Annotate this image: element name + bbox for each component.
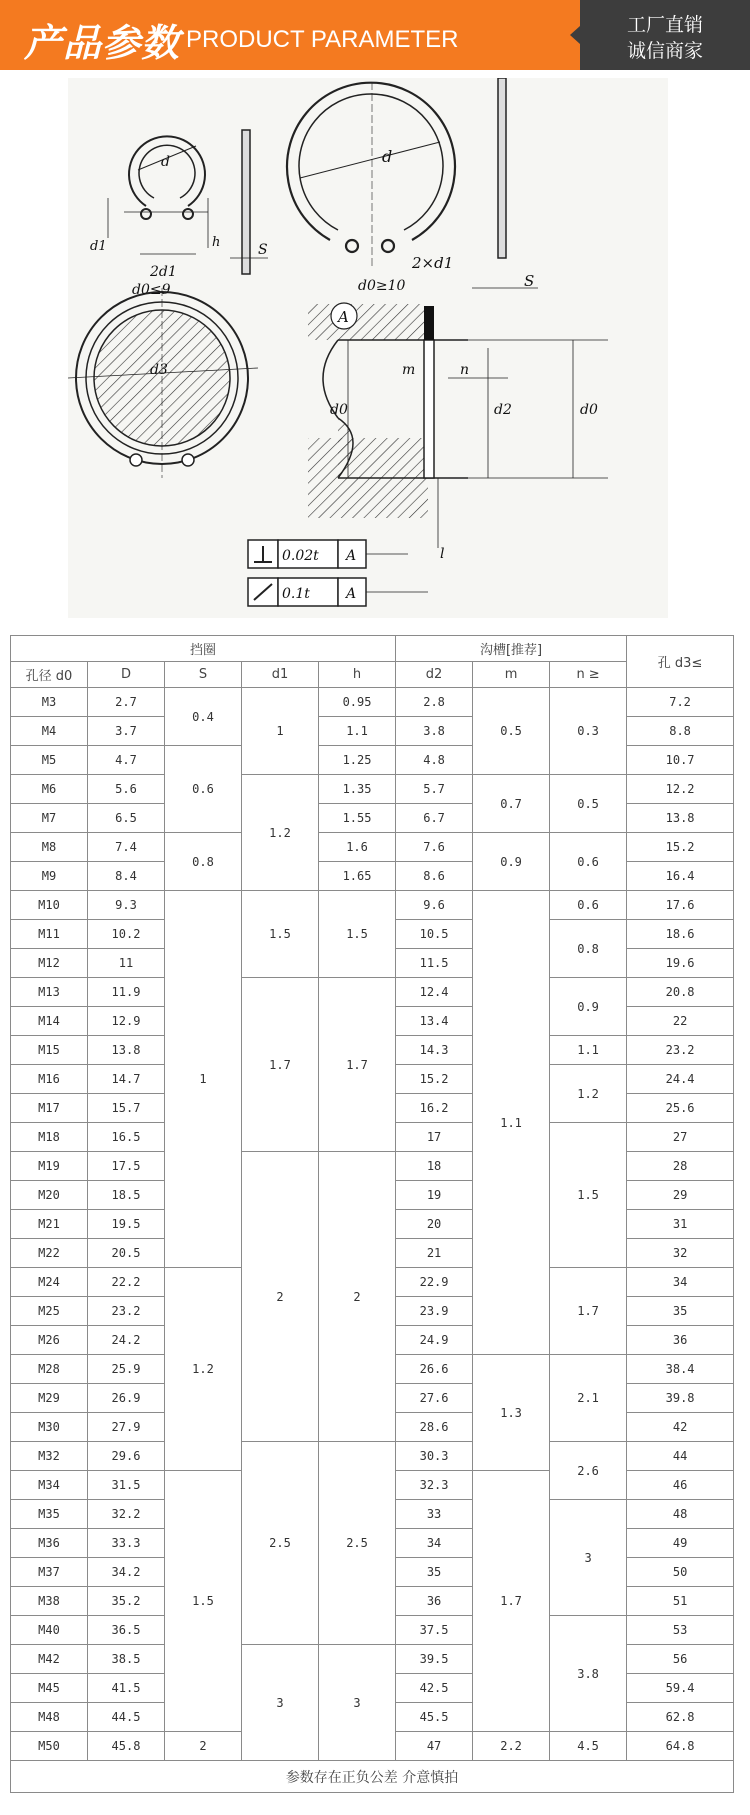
cell-D: 19.5: [88, 1210, 165, 1239]
cell-bore: M48: [11, 1703, 88, 1732]
header-col-bore: 孔径 d0: [11, 662, 88, 688]
cell-d3: 31: [627, 1210, 734, 1239]
badge-line1: 工厂直销: [626, 14, 703, 36]
cell-d2: 8.6: [396, 862, 473, 891]
cell-d1: 1.2: [242, 775, 319, 891]
cell-d3: 24.4: [627, 1065, 734, 1094]
cell-bore: M8: [11, 833, 88, 862]
table-row: [11, 688, 734, 717]
label-d-small: d: [161, 154, 170, 170]
cell-h: 1.5: [319, 891, 396, 978]
cell-h: 0.95: [319, 688, 396, 717]
label-S-small: S: [258, 242, 268, 258]
cell-d3: 20.8: [627, 978, 734, 1007]
cell-d2: 21: [396, 1239, 473, 1268]
label-2d1: 2d1: [150, 264, 177, 280]
cell-d2: 7.6: [396, 833, 473, 862]
cell-bore: M32: [11, 1442, 88, 1471]
cell-n: 1.2: [550, 1065, 627, 1123]
cell-d3: 51: [627, 1587, 734, 1616]
cell-d1: 2: [242, 1152, 319, 1442]
cell-D: 33.3: [88, 1529, 165, 1558]
header-group-ring: 挡圈: [11, 636, 396, 662]
cell-d3: 49: [627, 1529, 734, 1558]
cell-D: 4.7: [88, 746, 165, 775]
cell-n: 2.1: [550, 1355, 627, 1442]
cell-d1: 1.5: [242, 891, 319, 978]
label-d0-ge-10: d0≥10: [358, 278, 406, 294]
cell-d2: 4.8: [396, 746, 473, 775]
cell-D: 15.7: [88, 1094, 165, 1123]
cell-d2: 11.5: [396, 949, 473, 978]
cell-d2: 24.9: [396, 1326, 473, 1355]
cell-D: 31.5: [88, 1471, 165, 1500]
cell-d1: 1.7: [242, 978, 319, 1152]
cell-d3: 35: [627, 1297, 734, 1326]
cell-d3: 42: [627, 1413, 734, 1442]
cell-d2: 35: [396, 1558, 473, 1587]
cell-D: 25.9: [88, 1355, 165, 1384]
cell-bore: M17: [11, 1094, 88, 1123]
cell-h: 1.55: [319, 804, 396, 833]
cell-bore: M6: [11, 775, 88, 804]
large-circlip-view: [287, 82, 455, 268]
cell-D: 17.5: [88, 1152, 165, 1181]
cell-d3: 10.7: [627, 746, 734, 775]
cell-n: 1.1: [550, 1036, 627, 1065]
cell-h: 1.6: [319, 833, 396, 862]
cell-S: 0.4: [165, 688, 242, 746]
cell-d2: 22.9: [396, 1268, 473, 1297]
cell-d2: 39.5: [396, 1645, 473, 1674]
tolerance-frame-runout: [248, 578, 428, 606]
cell-h: 1.35: [319, 775, 396, 804]
cell-d3: 53: [627, 1616, 734, 1645]
cell-bore: M34: [11, 1471, 88, 1500]
cell-m: 0.5: [473, 688, 550, 775]
cell-m: 0.7: [473, 775, 550, 833]
table-row: [11, 978, 734, 1007]
cell-d2: 20: [396, 1210, 473, 1239]
cell-h: 1.1: [319, 717, 396, 746]
cell-d3: 36: [627, 1326, 734, 1355]
cell-d2: 47: [396, 1732, 473, 1761]
cell-D: 38.5: [88, 1645, 165, 1674]
cell-bore: M10: [11, 891, 88, 920]
cell-bore: M16: [11, 1065, 88, 1094]
small-circlip-view: [108, 136, 208, 254]
cell-D: 11.9: [88, 978, 165, 1007]
tol2-datum: A: [346, 586, 357, 602]
cell-d2: 36: [396, 1587, 473, 1616]
header-col-d3: 孔 d3≤: [627, 636, 734, 688]
label-d3: d3: [150, 362, 168, 378]
cell-h: 1.65: [319, 862, 396, 891]
cell-bore: M25: [11, 1297, 88, 1326]
cell-d2: 18: [396, 1152, 473, 1181]
cell-d1: 1: [242, 688, 319, 775]
cell-D: 44.5: [88, 1703, 165, 1732]
table-footer-row: [11, 1761, 734, 1793]
header-title-cn: 产品参数: [24, 21, 181, 65]
cell-d3: 50: [627, 1558, 734, 1587]
cell-n: 3: [550, 1500, 627, 1616]
label-d0-right: d0: [580, 402, 598, 418]
header-col-n: n ≥: [550, 662, 627, 688]
cell-D: 22.2: [88, 1268, 165, 1297]
cell-d2: 30.3: [396, 1442, 473, 1471]
cell-d2: 27.6: [396, 1384, 473, 1413]
cell-d3: 29: [627, 1181, 734, 1210]
cell-h: 1.25: [319, 746, 396, 775]
cell-d3: 27: [627, 1123, 734, 1152]
cell-d2: 45.5: [396, 1703, 473, 1732]
cell-S: 0.6: [165, 746, 242, 833]
cell-D: 13.8: [88, 1036, 165, 1065]
cell-d2: 23.9: [396, 1297, 473, 1326]
cell-m: 1.3: [473, 1355, 550, 1471]
cell-bore: M5: [11, 746, 88, 775]
cell-d3: 23.2: [627, 1036, 734, 1065]
cell-d3: 7.2: [627, 688, 734, 717]
cell-bore: M30: [11, 1413, 88, 1442]
tol2-value: 0.1t: [282, 586, 310, 602]
cell-S: 2: [165, 1732, 242, 1761]
table-row: [11, 891, 734, 920]
cell-d2: 13.4: [396, 1007, 473, 1036]
cell-bore: M42: [11, 1645, 88, 1674]
cell-d2: 34: [396, 1529, 473, 1558]
label-d2: d2: [494, 402, 512, 418]
cell-h: 2: [319, 1152, 396, 1442]
cell-D: 16.5: [88, 1123, 165, 1152]
label-d1: d1: [90, 239, 107, 254]
cell-d3: 19.6: [627, 949, 734, 978]
cell-d3: 44: [627, 1442, 734, 1471]
cell-d2: 42.5: [396, 1674, 473, 1703]
cell-bore: M11: [11, 920, 88, 949]
cell-bore: M14: [11, 1007, 88, 1036]
cell-bore: M20: [11, 1181, 88, 1210]
cell-bore: M21: [11, 1210, 88, 1239]
parameter-table-wrap: [10, 635, 733, 1793]
label-2xd1: 2×d1: [412, 254, 454, 272]
cell-d2: 10.5: [396, 920, 473, 949]
cell-D: 32.2: [88, 1500, 165, 1529]
cell-d3: 38.4: [627, 1355, 734, 1384]
cell-d2: 28.6: [396, 1413, 473, 1442]
label-n: n: [460, 362, 470, 378]
cell-bore: M29: [11, 1384, 88, 1413]
cell-m: 0.9: [473, 833, 550, 891]
cell-d1: 3: [242, 1645, 319, 1761]
cell-D: 20.5: [88, 1239, 165, 1268]
cell-bore: M7: [11, 804, 88, 833]
cell-bore: M35: [11, 1500, 88, 1529]
cell-d3: 15.2: [627, 833, 734, 862]
cell-D: 45.8: [88, 1732, 165, 1761]
header-col-d2: d2: [396, 662, 473, 688]
label-l: l: [440, 546, 445, 562]
cell-d2: 5.7: [396, 775, 473, 804]
cell-d2: 12.4: [396, 978, 473, 1007]
table-row: [11, 775, 734, 804]
cell-bore: M15: [11, 1036, 88, 1065]
cell-d2: 6.7: [396, 804, 473, 833]
large-side-view: [472, 78, 538, 288]
cell-d3: 8.8: [627, 717, 734, 746]
cell-d3: 59.4: [627, 1674, 734, 1703]
cell-bore: M37: [11, 1558, 88, 1587]
cell-D: 10.2: [88, 920, 165, 949]
cell-d2: 19: [396, 1181, 473, 1210]
cell-S: 0.8: [165, 833, 242, 891]
header-col-d1: d1: [242, 662, 319, 688]
header-banner: [0, 0, 750, 70]
cell-D: 18.5: [88, 1181, 165, 1210]
cell-n: 3.8: [550, 1616, 627, 1732]
cell-D: 41.5: [88, 1674, 165, 1703]
cell-D: 9.3: [88, 891, 165, 920]
cell-bore: M38: [11, 1587, 88, 1616]
cell-D: 12.9: [88, 1007, 165, 1036]
label-d-large: d: [382, 147, 393, 166]
factory-badge: [580, 0, 750, 70]
cell-d2: 3.8: [396, 717, 473, 746]
cell-d1: 2.5: [242, 1442, 319, 1645]
cell-bore: M13: [11, 978, 88, 1007]
table-row: [11, 1442, 734, 1471]
cell-h: 1.7: [319, 978, 396, 1152]
cell-m: 2.2: [473, 1732, 550, 1761]
cell-d3: 13.8: [627, 804, 734, 833]
cell-D: 29.6: [88, 1442, 165, 1471]
cell-D: 27.9: [88, 1413, 165, 1442]
cell-S: 1: [165, 891, 242, 1268]
cell-n: 0.9: [550, 978, 627, 1036]
cell-d3: 46: [627, 1471, 734, 1500]
cell-bore: M26: [11, 1326, 88, 1355]
cell-n: 2.6: [550, 1442, 627, 1500]
cell-D: 8.4: [88, 862, 165, 891]
cell-d2: 15.2: [396, 1065, 473, 1094]
cell-bore: M19: [11, 1152, 88, 1181]
cell-d2: 26.6: [396, 1355, 473, 1384]
label-d0-le-9: d0≤9: [132, 282, 171, 298]
cell-n: 0.3: [550, 688, 627, 775]
cell-d2: 37.5: [396, 1616, 473, 1645]
cell-D: 7.4: [88, 833, 165, 862]
cell-d2: 17: [396, 1123, 473, 1152]
cell-m: 1.1: [473, 891, 550, 1355]
cell-bore: M9: [11, 862, 88, 891]
cell-bore: M40: [11, 1616, 88, 1645]
cell-d3: 62.8: [627, 1703, 734, 1732]
label-A: A: [338, 308, 349, 326]
technical-drawing: [68, 78, 668, 618]
header-col-D: D: [88, 662, 165, 688]
cell-n: 4.5: [550, 1732, 627, 1761]
housing-groove-view: [308, 303, 608, 548]
cell-d2: 33: [396, 1500, 473, 1529]
cell-D: 24.2: [88, 1326, 165, 1355]
cell-D: 23.2: [88, 1297, 165, 1326]
drawing-svg: [68, 78, 668, 618]
cell-h: 3: [319, 1645, 396, 1761]
cell-d3: 32: [627, 1239, 734, 1268]
cell-D: 34.2: [88, 1558, 165, 1587]
cell-d3: 28: [627, 1152, 734, 1181]
cell-d3: 12.2: [627, 775, 734, 804]
header-col-S: S: [165, 662, 242, 688]
cell-n: 1.7: [550, 1268, 627, 1355]
cell-bore: M12: [11, 949, 88, 978]
badge-line2: 诚信商家: [626, 40, 703, 62]
cell-S: 1.2: [165, 1268, 242, 1471]
shaft-section-view: [68, 288, 258, 478]
cell-d3: 22: [627, 1007, 734, 1036]
cell-n: 0.6: [550, 891, 627, 920]
cell-d2: 2.8: [396, 688, 473, 717]
cell-d3: 56: [627, 1645, 734, 1674]
cell-S: 1.5: [165, 1471, 242, 1732]
cell-D: 14.7: [88, 1065, 165, 1094]
cell-bore: M36: [11, 1529, 88, 1558]
label-d0-left: d0: [330, 402, 348, 418]
label-h: h: [212, 235, 221, 250]
cell-D: 26.9: [88, 1384, 165, 1413]
header-col-h: h: [319, 662, 396, 688]
table-footer-note: 参数存在正负公差 介意慎拍: [11, 1761, 734, 1793]
header-group-groove: 沟槽[推荐]: [396, 636, 627, 662]
cell-bore: M50: [11, 1732, 88, 1761]
cell-bore: M4: [11, 717, 88, 746]
cell-bore: M45: [11, 1674, 88, 1703]
cell-d3: 17.6: [627, 891, 734, 920]
cell-bore: M24: [11, 1268, 88, 1297]
cell-D: 5.6: [88, 775, 165, 804]
tol1-datum: A: [346, 548, 357, 564]
cell-d2: 14.3: [396, 1036, 473, 1065]
cell-D: 11: [88, 949, 165, 978]
cell-n: 0.5: [550, 775, 627, 833]
cell-d3: 39.8: [627, 1384, 734, 1413]
tolerance-frame-perpendicular: [248, 540, 408, 568]
parameter-table: [10, 635, 734, 1793]
cell-d2: 16.2: [396, 1094, 473, 1123]
cell-bore: M28: [11, 1355, 88, 1384]
cell-D: 2.7: [88, 688, 165, 717]
header-col-m: m: [473, 662, 550, 688]
cell-bore: M18: [11, 1123, 88, 1152]
cell-bore: M3: [11, 688, 88, 717]
cell-d3: 18.6: [627, 920, 734, 949]
cell-d3: 25.6: [627, 1094, 734, 1123]
table-header-row-2: [11, 662, 734, 688]
table-header-row-1: [11, 636, 734, 662]
cell-d3: 64.8: [627, 1732, 734, 1761]
label-S-large: S: [524, 272, 535, 290]
table-row: [11, 833, 734, 862]
tol1-value: 0.02t: [282, 548, 319, 564]
cell-d3: 16.4: [627, 862, 734, 891]
label-m: m: [402, 362, 416, 378]
cell-D: 3.7: [88, 717, 165, 746]
cell-D: 35.2: [88, 1587, 165, 1616]
badge-notch: [570, 26, 580, 44]
cell-n: 0.6: [550, 833, 627, 891]
cell-D: 36.5: [88, 1616, 165, 1645]
cell-n: 1.5: [550, 1123, 627, 1268]
cell-D: 6.5: [88, 804, 165, 833]
cell-d2: 32.3: [396, 1471, 473, 1500]
cell-d3: 48: [627, 1500, 734, 1529]
cell-d2: 9.6: [396, 891, 473, 920]
cell-m: 1.7: [473, 1471, 550, 1732]
cell-n: 0.8: [550, 920, 627, 978]
cell-d3: 34: [627, 1268, 734, 1297]
cell-h: 2.5: [319, 1442, 396, 1645]
cell-bore: M22: [11, 1239, 88, 1268]
header-title-en: PRODUCT PARAMETER: [186, 26, 459, 53]
